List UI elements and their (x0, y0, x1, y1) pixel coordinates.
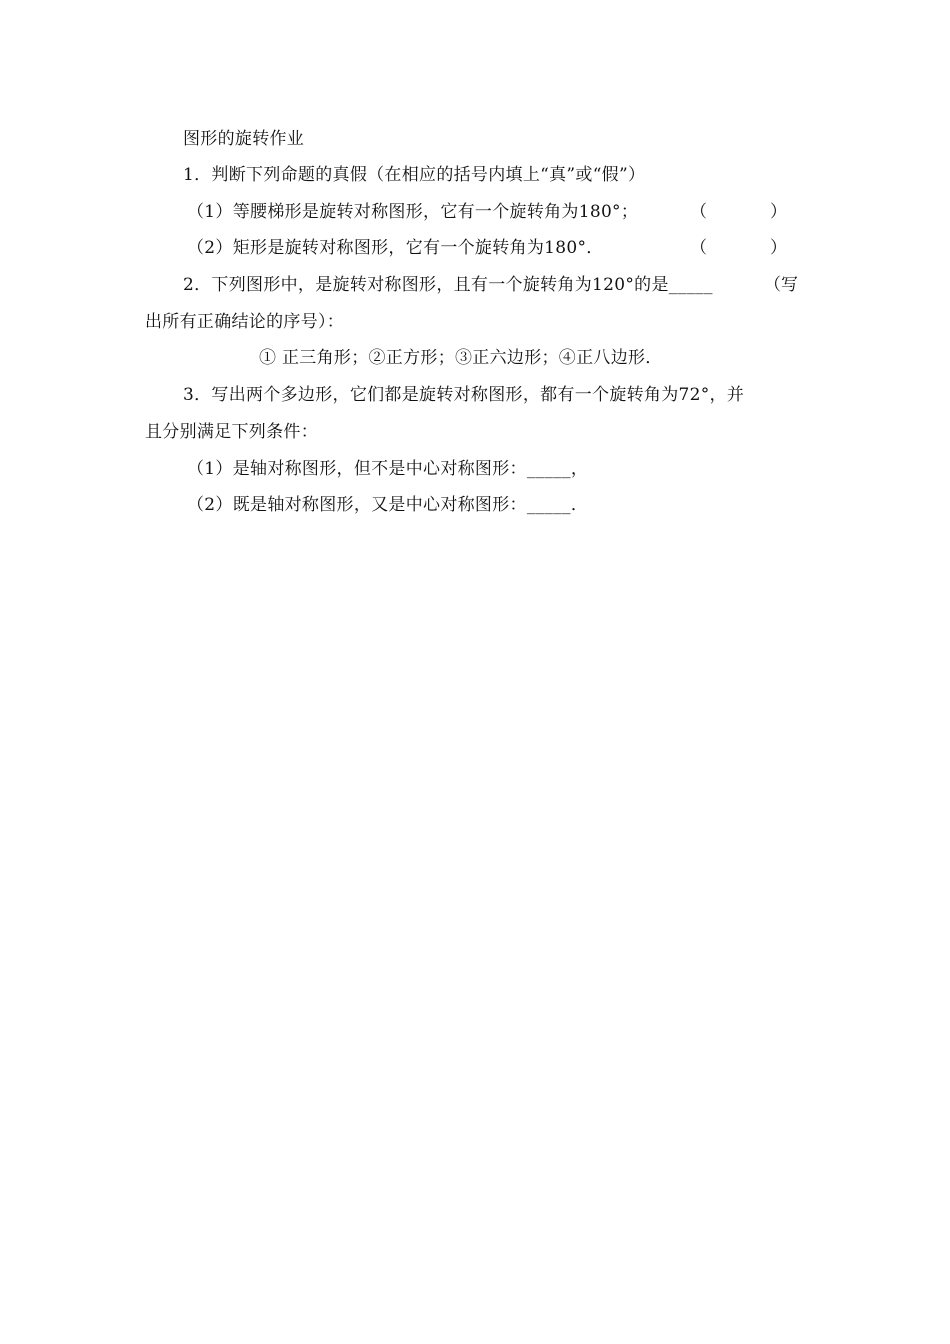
question-2-stem: 2．下列图形中，是旋转对称图形，且有一个旋转角为120°的是_____ (183, 275, 713, 295)
question-2-stem-continued: 出所有正确结论的序号）： (145, 312, 345, 332)
question-3-item-2: （2）既是轴对称图形，又是中心对称图形：_____． (187, 495, 589, 515)
document-title: 图形的旋转作业 (183, 129, 305, 149)
question-1-item-2: （2）矩形是旋转对称图形，它有一个旋转角为180°． (187, 238, 604, 258)
question-2-stem-tail: （写 (764, 275, 798, 295)
question-1-item-1: （1）等腰梯形是旋转对称图形，它有一个旋转角为180°； (187, 202, 639, 222)
answer-paren-close-1: ） (770, 202, 787, 222)
question-3-item-1: （1）是轴对称图形，但不是中心对称图形：_____， (187, 459, 589, 479)
question-1-stem: 1．判断下列命题的真假（在相应的括号内填上“真”或“假”） (183, 165, 646, 185)
question-3-stem: 3．写出两个多边形，它们都是旋转对称图形，都有一个旋转角为72°，并 (183, 385, 745, 405)
question-3-stem-continued: 且分别满足下列条件： (145, 422, 318, 442)
answer-paren-close-2: ） (770, 238, 787, 258)
answer-paren-open-2: （ (690, 238, 707, 258)
answer-paren-open-1: （ (690, 202, 707, 222)
question-2-options: ① 正三角形；②正方形；③正六边形；④正八边形． (259, 348, 663, 368)
